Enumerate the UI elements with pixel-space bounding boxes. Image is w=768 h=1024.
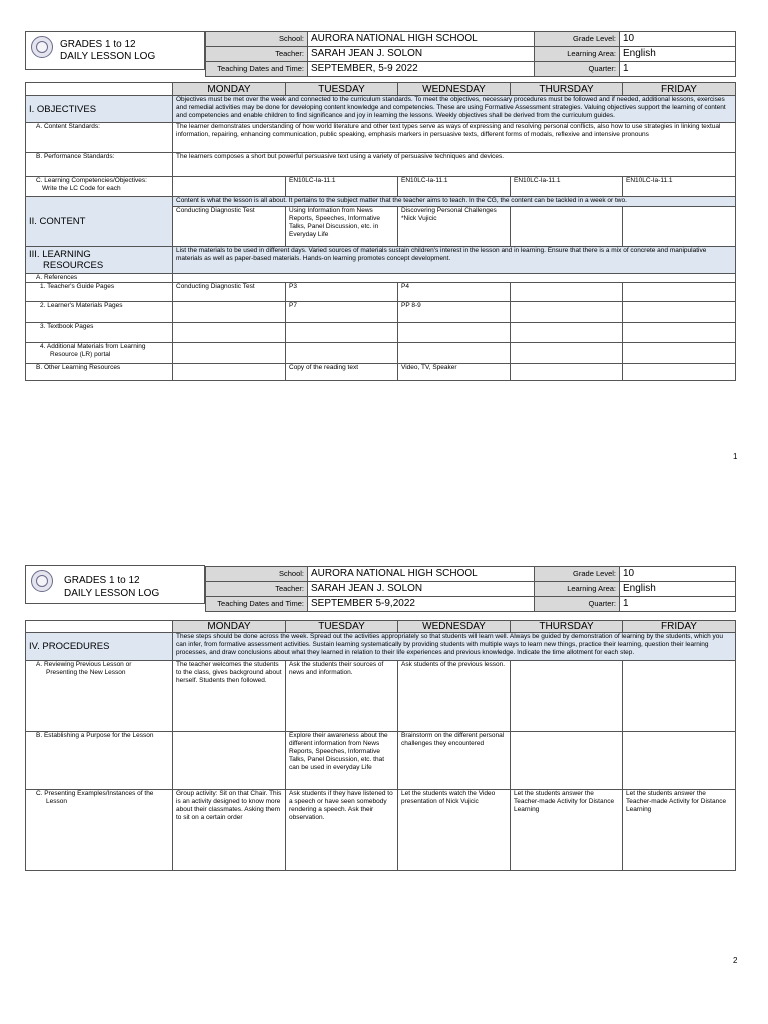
teacher-value: SARAH JEAN J. SOLON [308,582,535,597]
procedures-heading: IV. PROCEDURES [26,633,173,661]
procedures-text: These steps should be done across the week. Spread out the activities appropriately so that students will learn well. Always be guided by demonstration of learning by the students, which you can infer, from formative assessment activities. Sustain learning systematically by providing students with multiple ways to learn new things, practice their learning, question their learning processes, and draw conclusions about what they learned in relation to their life experiences and previous knowledge. Indicate the time allotment for each step. [173,633,736,661]
day-header: THURSDAY [511,83,623,96]
tg-day-cell [511,283,623,302]
lc-code-cell: EN10LC-Ia-11.1 [511,177,623,197]
lesson-log-table-p1 [25,82,736,381]
establishing-purpose-label: B. Establishing a Purpose for the Lesson [26,732,173,790]
lm-day-cell: PP 8-9 [398,302,511,323]
quarter-label: Quarter: [535,597,620,612]
quarter-label: Quarter: [535,62,620,77]
deped-seal-icon [31,570,53,592]
content-day-cell [623,207,736,247]
day-header: WEDNESDAY [398,83,511,96]
day-header: TUESDAY [286,83,398,96]
title-line2: DAILY LESSON LOG [60,51,156,62]
b-day-cell: Brainstorm on the different personal challenges they encountered [398,732,511,790]
presenting-examples-label: C. Presenting Examples/Instances of the Lesson [26,790,173,871]
lm-day-cell [511,302,623,323]
tg-day-cell: P4 [398,283,511,302]
tg-day-cell: Conducting Diagnostic Test [173,283,286,302]
area-value: English [620,582,736,597]
lm-day-cell [173,302,286,323]
content-heading: II. CONTENT [26,197,173,247]
c-day-cell: Let the students answer the Teacher-made Activity for Distance Learning [623,790,736,871]
title-line2: DAILY LESSON LOG [64,588,160,599]
area-label: Learning Area: [535,582,620,597]
grade-value: 10 [620,32,736,47]
page-number: 2 [733,956,738,965]
references-empty [173,274,736,283]
content-day-cell [511,207,623,247]
dates-value: SEPTEMBER 5-9,2022 [308,597,535,612]
area-label: Learning Area: [535,47,620,62]
grade-value: 10 [620,567,736,582]
day-header: FRIDAY [623,621,736,633]
header-info-table-p2 [205,566,736,612]
title-line1: GRADES 1 to 12 [64,575,140,586]
a-day-cell [623,661,736,732]
c-day-cell: Ask students if they have listened to a speech or have seen somebody rendering a speech. Ask their observation. [286,790,398,871]
school-label: School: [206,32,308,47]
dates-label: Teaching Dates and Time: [206,62,308,77]
lc-code-cell: EN10LC-Ia-11.1 [623,177,736,197]
school-label: School: [206,567,308,582]
deped-seal-icon [31,36,53,58]
lm-day-cell [623,302,736,323]
dll-title-box-p1 [25,31,205,70]
dates-value: SEPTEMBER, 5-9 2022 [308,62,535,77]
a-day-cell: The teacher welcomes the students to the class, gives background about herself. Students then followed. [173,661,286,732]
lc-code-cell: EN10LC-Ia-11.1 [286,177,398,197]
b-day-cell [623,732,736,790]
title-line1: GRADES 1 to 12 [60,39,136,50]
olr-day-cell: Video, TV, Speaker [398,364,511,381]
tg-day-cell: P3 [286,283,398,302]
teacher-label: Teacher: [206,582,308,597]
content-description: Content is what the lesson is all about. It pertains to the subject matter that the teacher aims to teach. In the CG, the content can be tackled in a week or two. [173,197,736,207]
school-value: AURORA NATIONAL HIGH SCHOOL [308,567,535,582]
objectives-heading: I. OBJECTIVES [26,96,173,123]
lm-day-cell: P7 [286,302,398,323]
grade-label: Grade Level: [535,32,620,47]
performance-standards-text: The learners composes a short but powerful persuasive text using a variety of persuasive techniques and devices. [173,153,736,177]
olr-day-cell [623,364,736,381]
header-info-table-p1 [205,31,736,77]
reviewing-lesson-label: A. Reviewing Previous Lesson or Presenting the New Lesson [26,661,173,732]
a-day-cell [511,661,623,732]
tg-day-cell [623,283,736,302]
textbook-pages-label: 3. Textbook Pages [26,323,173,343]
day-header: WEDNESDAY [398,621,511,633]
day-header: TUESDAY [286,621,398,633]
dll-title-box-p2 [25,565,205,604]
content-day-cell: Conducting Diagnostic Test [173,207,286,247]
competencies-label: C. Learning Competencies/Objectives: Write the LC Code for each [26,177,173,197]
area-value: English [620,47,736,62]
learners-materials-label: 2. Learner's Materials Pages [26,302,173,323]
olr-day-cell [173,364,286,381]
olr-day-cell: Copy of the reading text [286,364,398,381]
corner-cell [26,83,173,96]
learning-resources-text: List the materials to be used in different days. Varied sources of materials sustain children's interest in the lesson and in learning. Ensure that there is a mix of concrete and manipulative materials as well as paper-based materials. Hands-on learning promotes concept development. [173,247,736,274]
a-day-cell: Ask the students their sources of news and information. [286,661,398,732]
teacher-label: Teacher: [206,47,308,62]
quarter-value: 1 [620,62,736,77]
references-label: A. References [26,274,173,283]
b-day-cell [173,732,286,790]
content-standards-text: The learner demonstrates understanding of how world literature and other text types serve as ways of expressing and resolving personal conflicts, also how to use strategies in linking textual information, repairing, enhancing communication, public speaking, emphasis markers in persuasive texts, different forms of modals, reflexive and intensive pronouns [173,123,736,153]
quarter-value: 1 [620,597,736,612]
learning-resources-heading: III. LEARNING RESOURCES [26,247,173,274]
day-header: FRIDAY [623,83,736,96]
content-standards-label: A. Content Standards: [26,123,173,153]
day-header: MONDAY [173,621,286,633]
teacher-value: SARAH JEAN J. SOLON [308,47,535,62]
b-day-cell: Explore their awareness about the different information from News Reports, Speeches, Informative Talks, Panel Discussion, etc. that can be used in everyday Life [286,732,398,790]
lc-code-cell: EN10LC-Ia-11.1 [398,177,511,197]
additional-materials-label: 4. Additional Materials from Learning Resource (LR) portal [26,343,173,364]
olr-day-cell [511,364,623,381]
content-day-cell: Discovering Personal Challenges *Nick Vujicic [398,207,511,247]
content-day-cell: Using Information from News Reports, Speeches, Informative Talks, Panel Discussion, etc. in Everyday Life [286,207,398,247]
c-day-cell: Group activity: Sit on that Chair. This is an activity designed to know more about their classmates. Asking them to sit on a certain order [173,790,286,871]
performance-standards-label: B. Performance Standards: [26,153,173,177]
school-value: AURORA NATIONAL HIGH SCHOOL [308,32,535,47]
objectives-text: Objectives must be met over the week and connected to the curriculum standards. To meet the objectives, necessary procedures must be followed and if needed, additional lessons, exercises and remedial activities may be done for developing content knowledge and competencies. These are using Formative Assessment strategies. Valuing objectives support the learning of content and competencies and enable children to find significance and joy in learning the lessons. Weekly objectives shall be derived from the curriculum guides. [173,96,736,123]
lc-code-cell [173,177,286,197]
day-header: MONDAY [173,83,286,96]
a-day-cell: Ask students of the previous lesson. [398,661,511,732]
corner-cell [26,621,173,633]
teachers-guide-label: 1. Teacher's Guide Pages [26,283,173,302]
other-resources-label: B. Other Learning Resources [26,364,173,381]
c-day-cell: Let the students answer the Teacher-made Activity for Distance Learning [511,790,623,871]
grade-label: Grade Level: [535,567,620,582]
day-header: THURSDAY [511,621,623,633]
b-day-cell [511,732,623,790]
c-day-cell: Let the students watch the Video presentation of Nick Vujicic [398,790,511,871]
page-number: 1 [733,452,738,461]
lesson-log-table-p2 [25,620,736,871]
dates-label: Teaching Dates and Time: [206,597,308,612]
